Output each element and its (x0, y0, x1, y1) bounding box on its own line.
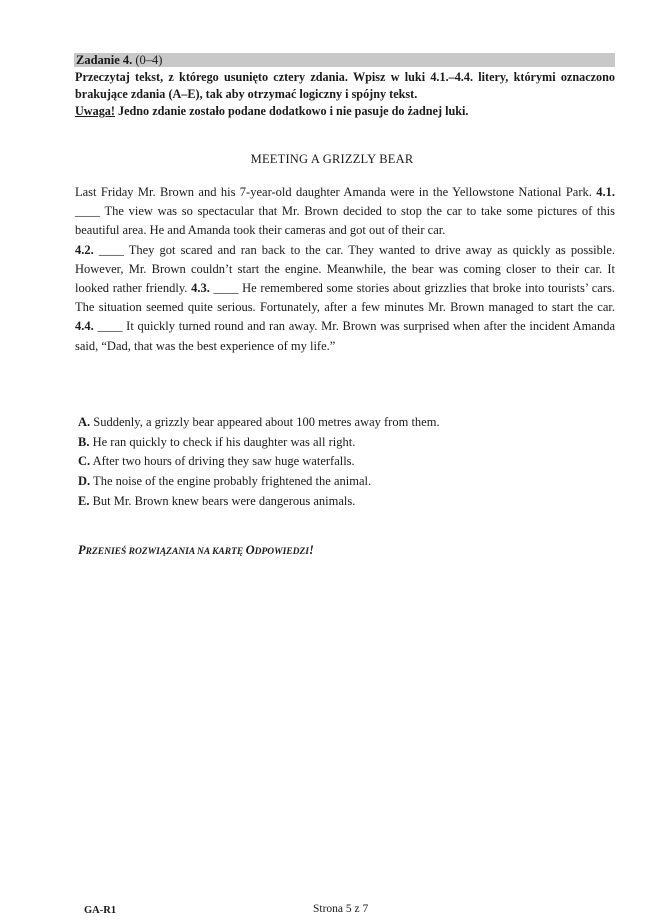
story-part-5: ____ It quickly turned round and ran away. Mr. Brown was surprised when after the incident Amanda said, “Dad, that was the best experience of my life.” (75, 319, 615, 353)
note-label: Uwaga! (75, 104, 115, 118)
option-text: The noise of the engine probably frightened the animal. (90, 474, 372, 489)
option-c (78, 452, 618, 472)
note-text: Jedno zdanie zostało podane dodatkowo i nie pasuje do żadnej luki. (114, 104, 469, 118)
task-instruction (75, 69, 615, 120)
gap-label-4-2: 4.2. (75, 242, 94, 257)
story-part-4: ____ He remembered some stories about grizzlies that broke into tourists’ cars. The situation seemed quite serious. Fortunately, after a few minutes Mr. Brown managed to start the car. (75, 281, 615, 315)
option-letter: B. (78, 434, 90, 449)
story-title: MEETING A GRIZZLY BEAR (250, 152, 414, 166)
page-number: Strona 5 z 7 (313, 903, 369, 915)
exam-code: GA-R1 (84, 905, 117, 916)
option-letter: D. (78, 474, 91, 489)
option-text: After two hours of driving they saw huge waterfalls. (90, 454, 355, 469)
option-text: He ran quickly to check if his daughter was all right. (89, 434, 356, 449)
task-points: (0–4) (135, 53, 163, 67)
transfer-small-1: RZENIEŚ ROZWIĄZANIA NA KARTĘ (85, 547, 246, 557)
story-part-1: Last Friday Mr. Brown and his 7-year-old daughter Amanda were in the Yellowstone National Park. (75, 185, 597, 199)
option-b (78, 433, 618, 453)
transfer-instruction (78, 543, 314, 558)
task-title: Zadanie 4. (76, 53, 133, 67)
instruction-main: Przeczytaj tekst, z którego usunięto cztery zdania. Wpisz w luki 4.1.–4.4. litery, którymi oznaczono brakujące zdania (A–E), tak aby otrzymać logiczny i spójny tekst. (75, 70, 615, 101)
story-part-2: ____ The view was so spectacular that Mr. Brown decided to stop the car to take some pictures of this beautiful area. He and Amanda took their cameras and got out of their car. (75, 204, 615, 238)
option-text: But Mr. Brown knew bears were dangerous animals. (89, 493, 356, 508)
gap-label-4-4: 4.4. (75, 319, 94, 334)
option-letter: C. (78, 454, 91, 469)
story-text (75, 183, 615, 356)
transfer-end: ! (309, 543, 314, 557)
option-a (78, 413, 618, 433)
transfer-cap-2: O (245, 543, 255, 557)
transfer-cap-1: P (78, 543, 86, 557)
story-part-3: ____ They got scared and ran back to the car. They wanted to drive away as quickly as possible. However, Mr. Brown couldn’t start the engine. Meanwhile, the bear was coming closer to their car. It looked rather friendly. (75, 242, 615, 296)
gap-label-4-3: 4.3. (191, 281, 210, 296)
option-d (78, 472, 618, 492)
option-text: Suddenly, a grizzly bear appeared about 100 metres away from them. (90, 415, 440, 429)
transfer-small-2: DPOWIEDZI (254, 547, 310, 557)
option-letter: E. (78, 493, 90, 508)
option-e (78, 492, 618, 512)
answer-options (78, 413, 618, 512)
gap-label-4-1: 4.1. (596, 185, 615, 199)
task-header (74, 53, 615, 67)
option-letter: A. (78, 415, 91, 429)
